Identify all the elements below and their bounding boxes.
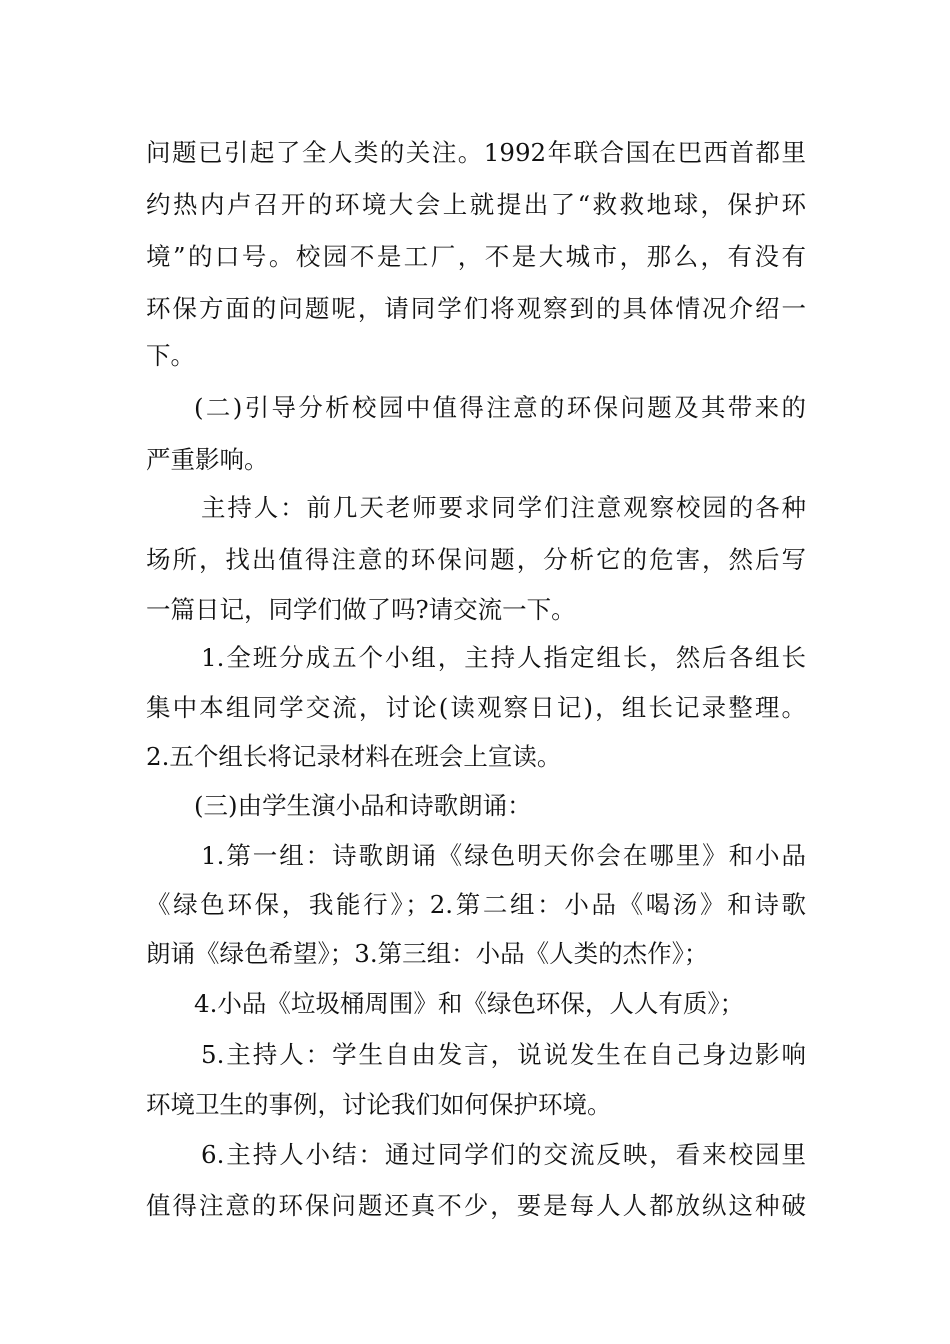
- text-line-19: 5.主持人：学生自由发言，说说发生在自己身边影响: [201, 1040, 806, 1069]
- text-line-3: 境”的口号。校园不是工厂，不是大城市，那么，有没有: [146, 242, 806, 271]
- text-line-5: 下。: [146, 341, 195, 370]
- text-line-21: 6.主持人小结：通过同学们的交流反映，看来校园里: [201, 1140, 806, 1169]
- text-line-18: 4.小品《垃圾桶周围》和《绿色环保，人人有质》；: [194, 989, 745, 1018]
- text-line-10: 一篇日记，同学们做了吗?请交流一下。: [146, 595, 576, 624]
- text-line-1: 问题已引起了全人类的关注。1992年联合国在巴西首都里: [146, 138, 806, 167]
- text-line-22: 值得注意的环保问题还真不少，要是每人人都放纵这种破: [146, 1191, 806, 1220]
- text-line-11: 1.全班分成五个小组，主持人指定组长，然后各组长: [201, 643, 806, 672]
- text-line-7: 严重影响。: [146, 445, 269, 474]
- text-line-12: 集中本组同学交流，讨论(读观察日记)，组长记录整理。: [146, 693, 806, 722]
- section-heading-2: (二)引导分析校园中值得注意的环保问题及其带来的: [194, 393, 806, 422]
- text-line-17: 朗诵《绿色希望》；3.第三组：小品《人类的杰作》；: [146, 939, 709, 968]
- text-line-2: 约热内卢召开的环境大会上就提出了“救救地球，保护环: [146, 190, 806, 219]
- text-line-16: 《绿色环保，我能行》；2.第二组：小品《喝汤》和诗歌: [146, 890, 806, 919]
- text-line-4: 环保方面的问题呢，请同学们将观察到的具体情况介绍一: [146, 294, 806, 323]
- text-line-9: 场所，找出值得注意的环保问题，分析它的危害，然后写: [146, 545, 806, 574]
- text-line-13: 2.五个组长将记录材料在班会上宣读。: [146, 742, 562, 771]
- text-line-15: 1.第一组：诗歌朗诵《绿色明天你会在哪里》和小品: [201, 841, 806, 870]
- section-heading-3: (三)由学生演小品和诗歌朗诵：: [194, 791, 532, 820]
- text-line-8: 主持人：前几天老师要求同学们注意观察校园的各种: [201, 493, 806, 522]
- text-line-20: 环境卫生的事例，讨论我们如何保护环境。: [146, 1090, 612, 1119]
